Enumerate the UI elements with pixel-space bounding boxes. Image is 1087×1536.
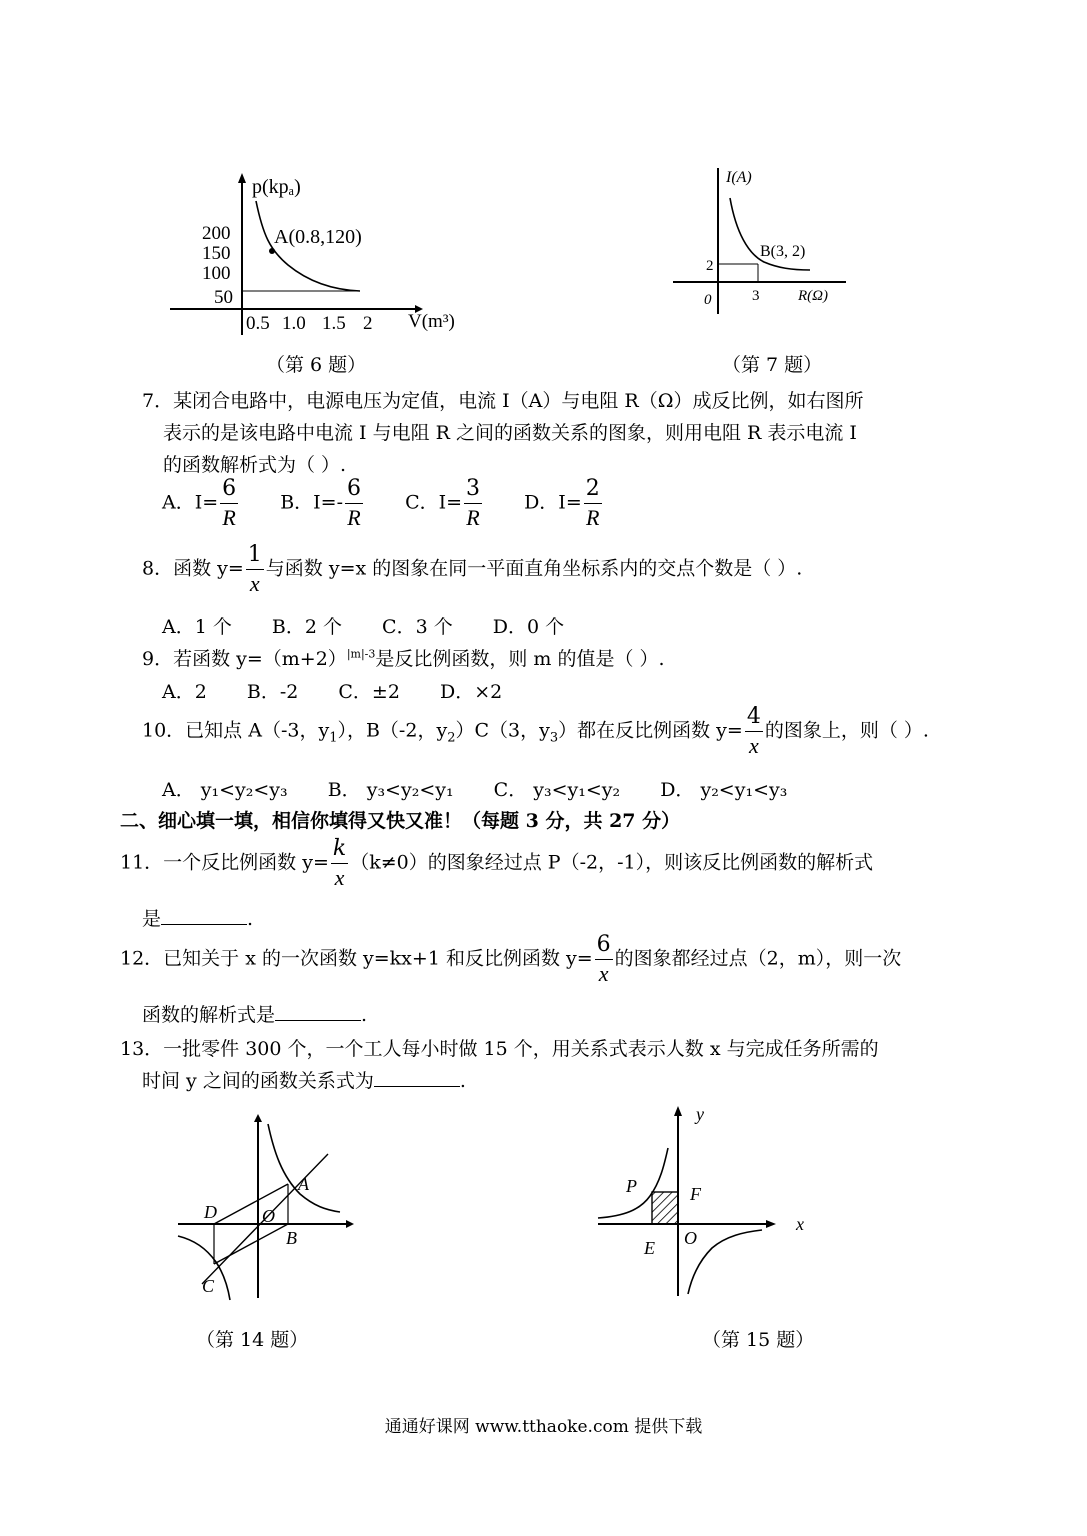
q7-option-b: B．I=- $\frac{6}{R}$ <box>280 476 362 530</box>
caption-fig15: （第 15 题） <box>702 1329 815 1351</box>
fig15-label-e: E <box>644 1238 655 1258</box>
caption-fig14: （第 14 题） <box>196 1329 309 1351</box>
q13-line1: 13．一批零件 300 个，一个工人每小时做 15 个，用关系式表示人数 x 与完成任务所需的 <box>120 1038 879 1060</box>
q7-option-c: C．I= $\frac{3}{R}$ <box>405 476 481 530</box>
fig7-x-label: R(Ω) <box>798 288 828 304</box>
q9-option-d: D．×2 <box>439 681 503 703</box>
q11-stem: 11．一个反比例函数 y= $\frac{k}{x}$ （k≠0）的图象经过点 P（-2，-1），则该反比例函数的解析式 <box>120 836 874 890</box>
fig14-label-d: D <box>204 1202 217 1222</box>
q11-answer-blank[interactable] <box>161 908 247 925</box>
caption-fig6: （第 6 题） <box>266 354 367 376</box>
fig7-tick-x: 3 <box>752 288 760 304</box>
q12-answer-blank[interactable] <box>275 1004 361 1021</box>
fig15-label-x: x <box>796 1214 804 1234</box>
q13-answer-blank[interactable] <box>374 1070 460 1087</box>
figure-q15 <box>594 1100 814 1300</box>
q7-options <box>162 478 638 529</box>
q10-stem: 10．已知点 A（-3，$y_1$），B（-2，$y_2)C(3$，$y_3$）都在反比例函数 y= $\frac{4}{x}$ 的图象上，则（ ）. <box>142 704 929 758</box>
q8-option-b: B．2 个 <box>271 616 342 638</box>
q9-options <box>162 677 536 704</box>
fig15-label-o: O <box>684 1228 697 1248</box>
q9-stem: 9．若函数 $y=(m+2)^{|m|-3}$是反比例函数，则 m 的值是（ ）. <box>142 647 665 670</box>
fig7-point-label: B(3, 2) <box>760 243 806 260</box>
q9-option-b: B．-2 <box>246 681 299 703</box>
q8-option-c: C．3 个 <box>382 616 453 638</box>
q10-option-a: A． y₁<y₂<y₃ <box>162 779 288 801</box>
q9-option-a: A．2 <box>162 681 207 703</box>
fig6-point-label: A(0.8,120) <box>274 226 362 248</box>
q7-line2: 表示的是该电路中电流 I 与电阻 R 之间的函数关系的图象，则用电阻 R 表示电流 I <box>163 422 857 444</box>
q10-option-c: C． y₃<y₁<y₂ <box>493 779 621 801</box>
fig6-x-label: V(m³) <box>408 311 455 332</box>
fig6-ytick-200: 200 <box>202 223 231 244</box>
figure-q14 <box>174 1112 360 1304</box>
q8-options <box>162 612 598 639</box>
figure-q6 <box>160 165 480 345</box>
fig15-label-y: y <box>696 1104 704 1124</box>
q7-line1: 7．某闭合电路中，电源电压为定值，电流 I（A）与电阻 R（Ω）成反比例，如右图所 <box>142 390 864 412</box>
caption-fig7: （第 7 题） <box>722 354 823 376</box>
fig14-label-o: O <box>262 1206 275 1226</box>
q8-option-d: D．0 个 <box>492 616 565 638</box>
q12-stem: 12．已知关于 x 的一次函数 y=kx+1 和反比例函数 y= $\frac{6}{x}$ 的图象都经过点（2，m），则一次 <box>120 932 902 986</box>
q9-option-c: C．±2 <box>338 681 400 703</box>
fig15-label-p: P <box>626 1176 637 1196</box>
q7-option-d: D．I= $\frac{2}{R}$ <box>524 476 600 530</box>
fig6-xtick-10: 1.0 <box>282 313 306 334</box>
q8-stem: 8．函数 y= $\frac{1}{x}$ 与函数 y=x 的图象在同一平面直角坐标系内的交点个数是（ ）. <box>142 542 803 596</box>
q7-line3: 的函数解析式为（ ）. <box>163 454 347 476</box>
fig6-ytick-100: 100 <box>202 263 231 284</box>
fig6-ytick-50: 50 <box>214 287 233 308</box>
fig15-label-f: F <box>690 1184 701 1204</box>
q7-option-a: A．I= $\frac{6}{R}$ <box>162 476 237 530</box>
footer-source: 通通好课网 www.tthaoke.com 提供下载 <box>384 1417 703 1437</box>
fig14-label-c: C <box>202 1276 215 1296</box>
fig14-label-b: B <box>286 1228 297 1248</box>
q10-options <box>162 775 821 802</box>
fig6-ytick-150: 150 <box>202 243 231 264</box>
fig7-origin: 0 <box>704 292 712 308</box>
q8-option-a: A．1 个 <box>162 616 232 638</box>
q11-line2: 是 . <box>142 908 254 930</box>
q10-option-d: D． y₂<y₁<y₃ <box>660 779 788 801</box>
q12-line2: 函数的解析式是 . <box>142 1004 368 1026</box>
fig14-label-a: A <box>298 1174 309 1194</box>
fig6-xtick-2: 2 <box>363 313 373 334</box>
fig7-tick-y: 2 <box>706 258 714 274</box>
section2-heading: 二、细心填一填，相信你填得又快又准！（每题 3 分，共 27 分） <box>120 810 681 832</box>
q10-option-b: B． y₃<y₂<y₁ <box>327 779 454 801</box>
q13-line2: 时间 y 之间的函数关系式为 . <box>142 1070 466 1092</box>
fig6-xtick-05: 0.5 <box>246 313 270 334</box>
figure-q7 <box>668 162 868 322</box>
fig7-y-label: I(A) <box>726 169 752 186</box>
fig6-y-label: p(kpₐ) <box>252 176 301 198</box>
fig6-xtick-15: 1.5 <box>322 313 346 334</box>
